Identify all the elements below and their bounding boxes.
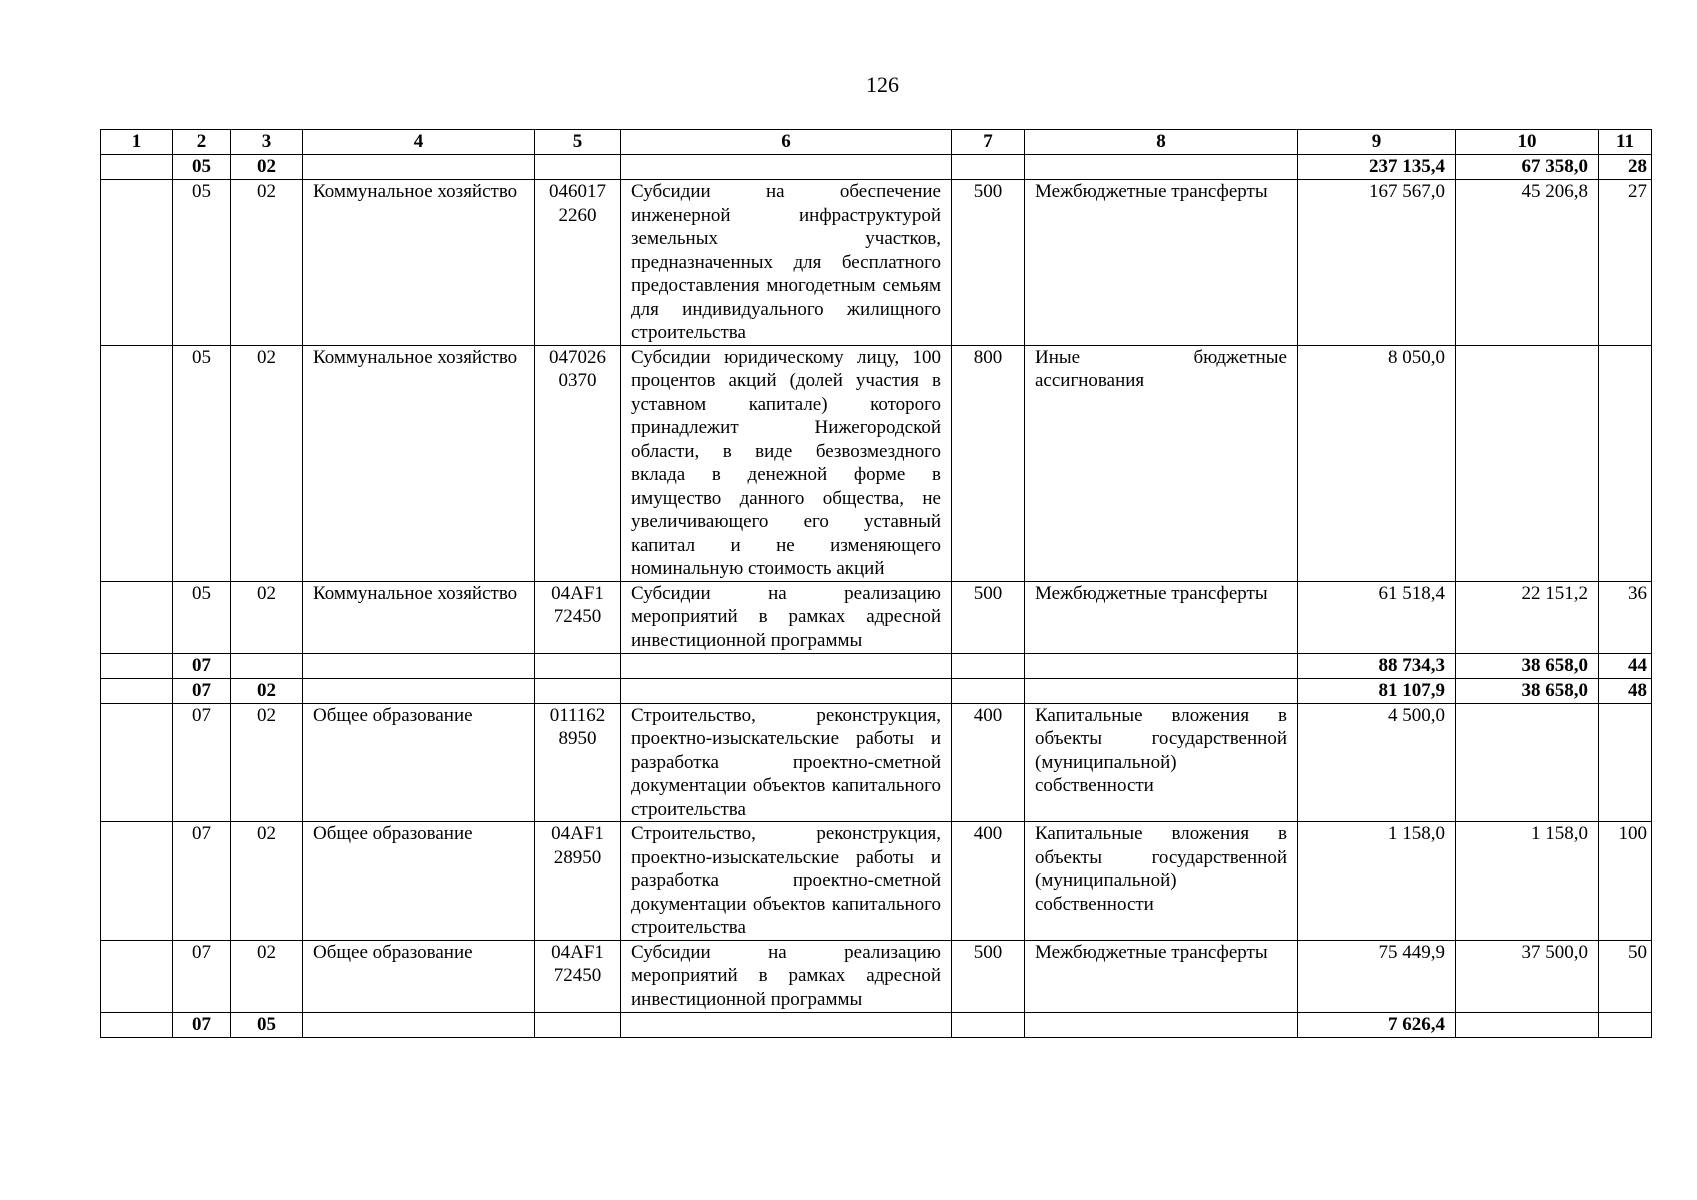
cell-target-name (621, 678, 952, 703)
cell-amount-executed (1456, 703, 1599, 822)
subtotal-row (101, 678, 1652, 703)
cell-expense-type: 500 (952, 180, 1025, 346)
cell-amount-executed: 37 500,0 (1456, 940, 1599, 1012)
cell-amount-planned: 7 626,4 (1298, 1012, 1456, 1037)
table-row (101, 940, 1652, 1012)
cell-expense-type: 500 (952, 940, 1025, 1012)
cell-section: 07 (173, 653, 231, 678)
table-row (101, 581, 1652, 653)
cell-subsection: 02 (231, 703, 303, 822)
cell-expense-type: 500 (952, 581, 1025, 653)
cell-expense-type-name (1025, 653, 1298, 678)
target-code-part2: 72450 (553, 606, 602, 627)
cell-target-name (621, 653, 952, 678)
cell-section: 07 (173, 940, 231, 1012)
header-cell: 11 (1599, 130, 1652, 155)
table-row (101, 180, 1652, 346)
cell-target-code (535, 940, 621, 1012)
cell-section: 07 (173, 1012, 231, 1037)
header-cell: 5 (535, 130, 621, 155)
cell-amount-executed (1456, 1012, 1599, 1037)
cell-target-code (535, 703, 621, 822)
cell-subsection-name: Общее образование (303, 822, 535, 941)
target-code-part2: 28950 (553, 846, 602, 868)
header-cell: 4 (303, 130, 535, 155)
cell-amount-planned: 61 518,4 (1298, 581, 1456, 653)
cell-section: 07 (173, 703, 231, 822)
cell-amount-planned: 75 449,9 (1298, 940, 1456, 1012)
cell-amount-executed: 45 206,8 (1456, 180, 1599, 346)
cell-amount-executed: 1 158,0 (1456, 822, 1599, 941)
cell-amount-planned: 1 158,0 (1298, 822, 1456, 941)
target-code-part2: 72450 (553, 965, 602, 986)
header-cell: 7 (952, 130, 1025, 155)
cell-subsection-name (303, 155, 535, 180)
cell-subsection-name: Коммунальное хозяйство (303, 581, 535, 653)
header-cell: 8 (1025, 130, 1298, 155)
cell-col1 (101, 653, 173, 678)
cell-amount-executed: 22 151,2 (1456, 581, 1599, 653)
cell-amount-executed: 38 658,0 (1456, 678, 1599, 703)
cell-target-code (535, 822, 621, 941)
cell-expense-type: 400 (952, 822, 1025, 941)
target-code-part1: 011162 (549, 704, 606, 726)
budget-table (100, 129, 1652, 1038)
cell-expense-type: 400 (952, 703, 1025, 822)
target-code-part1: 046017 (549, 181, 606, 202)
cell-amount-executed: 38 658,0 (1456, 653, 1599, 678)
cell-subsection-name (303, 1012, 535, 1037)
header-cell: 10 (1456, 130, 1599, 155)
cell-percent (1599, 1012, 1652, 1037)
cell-target-name: Субсидии на реализацию мероприятий в рамках адресной инвестиционной программы (621, 940, 952, 1012)
cell-subsection-name: Общее образование (303, 940, 535, 1012)
cell-amount-executed: 67 358,0 (1456, 155, 1599, 180)
cell-col1 (101, 155, 173, 180)
cell-subsection: 02 (231, 155, 303, 180)
target-code-part1: 04AF1 (551, 941, 604, 963)
cell-subsection-name: Общее образование (303, 703, 535, 822)
subtotal-row (101, 155, 1652, 180)
table-row (101, 703, 1652, 822)
cell-expense-type-name: Межбюджетные трансферты (1025, 581, 1298, 653)
cell-target-code (535, 1012, 621, 1037)
cell-percent: 48 (1599, 678, 1652, 703)
cell-expense-type (952, 155, 1025, 180)
cell-subsection-name (303, 653, 535, 678)
table-row (101, 345, 1652, 581)
target-code-part1: 04AF1 (551, 823, 604, 844)
cell-section: 05 (173, 345, 231, 581)
cell-subsection: 02 (231, 940, 303, 1012)
cell-subsection-name: Коммунальное хозяйство (303, 180, 535, 346)
cell-target-code (535, 180, 621, 346)
cell-expense-type-name (1025, 678, 1298, 703)
cell-percent (1599, 345, 1652, 581)
cell-subsection-name: Коммунальное хозяйство (303, 345, 535, 581)
cell-subsection: 02 (231, 678, 303, 703)
cell-expense-type-name: Межбюджетные трансферты (1025, 180, 1298, 346)
cell-subsection: 02 (231, 345, 303, 581)
cell-expense-type: 800 (952, 345, 1025, 581)
header-cell: 2 (173, 130, 231, 155)
cell-col1 (101, 345, 173, 581)
cell-target-code (535, 345, 621, 581)
cell-col1 (101, 940, 173, 1012)
cell-amount-planned: 8 050,0 (1298, 345, 1456, 581)
cell-target-code (535, 155, 621, 180)
cell-col1 (101, 678, 173, 703)
target-code-part1: 04AF1 (551, 582, 604, 604)
cell-expense-type-name: Иные бюджетные ассигнования (1025, 345, 1298, 581)
cell-expense-type (952, 653, 1025, 678)
table-row (101, 822, 1652, 941)
cell-section: 05 (173, 581, 231, 653)
subtotal-row (101, 653, 1652, 678)
cell-expense-type (952, 678, 1025, 703)
cell-amount-planned: 167 567,0 (1298, 180, 1456, 346)
cell-section: 05 (173, 180, 231, 346)
cell-section: 05 (173, 155, 231, 180)
cell-percent: 100 (1599, 822, 1652, 941)
cell-expense-type-name: Межбюджетные трансферты (1025, 940, 1298, 1012)
cell-amount-planned: 88 734,3 (1298, 653, 1456, 678)
cell-subsection: 05 (231, 1012, 303, 1037)
target-code-part2: 2260 (558, 204, 597, 226)
cell-expense-type-name: Капитальные вложения в объекты государственной (муниципальной) собственности (1025, 703, 1298, 822)
target-code-part2: 0370 (558, 370, 597, 391)
page-number: 126 (866, 72, 899, 97)
cell-target-name: Субсидии на обеспечение инженерной инфраструктурой земельных участков, предназначенных для бесплатного предоставления многодетным семьям для индивидуального жилищного строительства (621, 180, 952, 346)
cell-col1 (101, 581, 173, 653)
cell-amount-executed (1456, 345, 1599, 581)
cell-percent: 50 (1599, 940, 1652, 1012)
cell-amount-planned: 81 107,9 (1298, 678, 1456, 703)
cell-target-name: Субсидии юридическому лицу, 100 процентов акций (долей участия в уставном капитале) которого принадлежит Нижегородской области, в виде безвозмездного вклада в денежной форме в имущество данного общества, не увеличивающего его уставный капитал и не изменяющего номинальную стоимость акций (621, 345, 952, 581)
cell-expense-type-name: Капитальные вложения в объекты государственной (муниципальной) собственности (1025, 822, 1298, 941)
cell-target-name (621, 155, 952, 180)
cell-subsection-name (303, 678, 535, 703)
cell-col1 (101, 703, 173, 822)
cell-amount-planned: 4 500,0 (1298, 703, 1456, 822)
cell-target-code (535, 653, 621, 678)
cell-col1 (101, 1012, 173, 1037)
header-cell: 3 (231, 130, 303, 155)
cell-percent: 36 (1599, 581, 1652, 653)
cell-section: 07 (173, 822, 231, 941)
cell-target-name: Субсидии на реализацию мероприятий в рамках адресной инвестиционной программы (621, 581, 952, 653)
subtotal-row (101, 1012, 1652, 1037)
cell-target-code (535, 678, 621, 703)
cell-subsection: 02 (231, 822, 303, 941)
cell-target-name (621, 1012, 952, 1037)
cell-percent: 28 (1599, 155, 1652, 180)
cell-percent: 27 (1599, 180, 1652, 346)
cell-percent (1599, 703, 1652, 822)
cell-col1 (101, 822, 173, 941)
header-cell: 6 (621, 130, 952, 155)
cell-target-code (535, 581, 621, 653)
cell-target-name: Строительство, реконструкция, проектно-изыскательские работы и разработка проектно-сметной документации объектов капитального строительства (621, 822, 952, 941)
target-code-part2: 8950 (558, 728, 597, 749)
cell-section: 07 (173, 678, 231, 703)
cell-expense-type-name (1025, 155, 1298, 180)
cell-expense-type-name (1025, 1012, 1298, 1037)
cell-amount-planned: 237 135,4 (1298, 155, 1456, 180)
target-code-part1: 047026 (549, 346, 606, 368)
cell-subsection: 02 (231, 581, 303, 653)
cell-subsection (231, 653, 303, 678)
header-row (101, 130, 1652, 155)
header-cell: 9 (1298, 130, 1456, 155)
cell-col1 (101, 180, 173, 346)
cell-percent: 44 (1599, 653, 1652, 678)
cell-expense-type (952, 1012, 1025, 1037)
header-cell: 1 (101, 130, 173, 155)
cell-target-name: Строительство, реконструкция, проектно-изыскательские работы и разработка проектно-сметной документации объектов капитального строительства (621, 703, 952, 822)
cell-subsection: 02 (231, 180, 303, 346)
